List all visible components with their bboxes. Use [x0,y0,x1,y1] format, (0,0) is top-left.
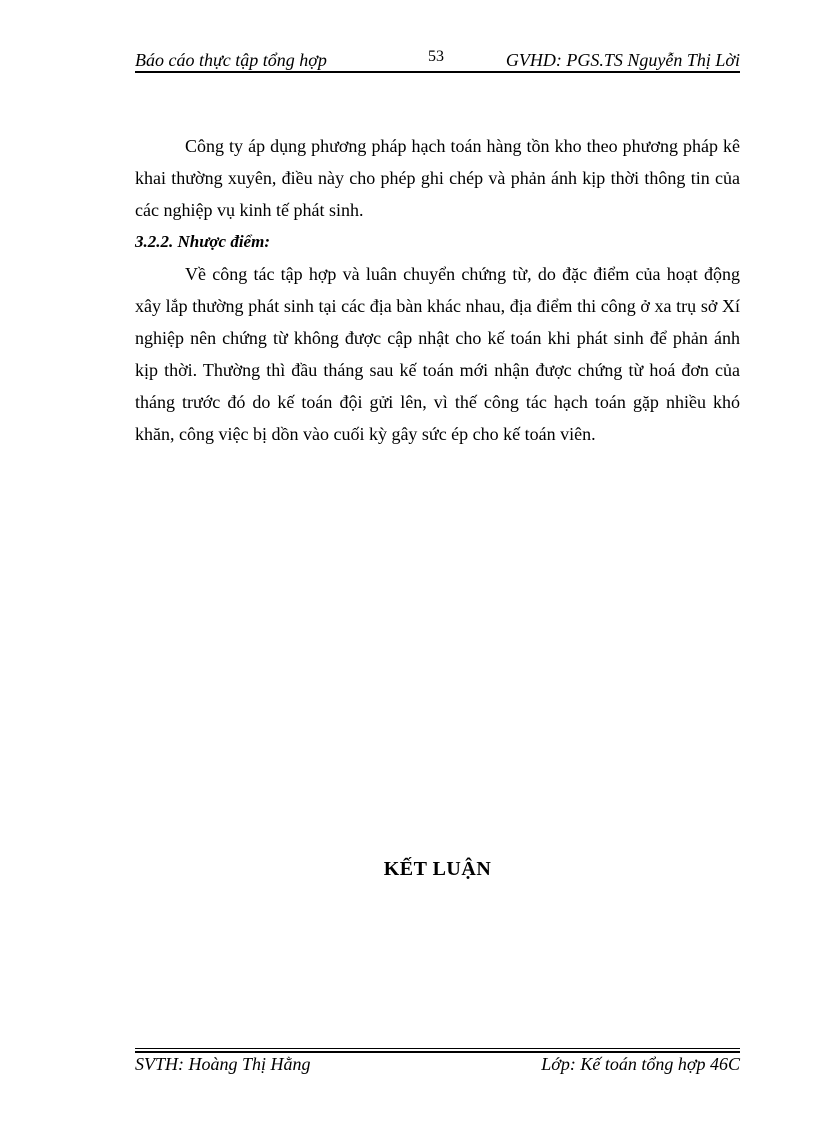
conclusion-title: KẾT LUẬN [383,858,492,880]
footer-student: SVTH: Hoàng Thị Hằng [135,1054,311,1074]
footer-divider-thick [135,1051,740,1053]
header-divider [135,71,740,73]
header-report-title: Báo cáo thực tập tổng hợp [135,50,327,70]
paragraph-inventory-method: Công ty áp dụng phương pháp hạch toán hàng tồn kho theo phương pháp kê khai thường xuyên, điều này cho phép ghi chép và phản ánh kịp thời thông tin của các nghiệp vụ kinh tế phát sinh. [135,136,740,220]
header-supervisor: GVHD: PGS.TS Nguyễn Thị Lời [505,50,740,70]
page-header [135,46,740,74]
section-heading-weaknesses: 3.2.2. Nhược điểm: [135,232,270,251]
page-number: 53 [428,48,444,65]
page-footer [135,1054,740,1078]
paragraph-weaknesses: Về công tác tập hợp và luân chuyển chứng từ, do đặc điểm của hoạt động xây lắp thường phát sinh tại các địa bàn khác nhau, địa điểm thi công ở xa trụ sở Xí nghiệp nên chứng từ không được cập nhật cho kế toán khi phát sinh để phản ánh kịp thời. Thường thì đầu tháng sau kế toán mới nhận được chứng từ hoá đơn của tháng trước đó do kế toán đội gửi lên, vì thế công tác hạch toán gặp nhiều khó khăn, công việc bị dồn vào cuối kỳ gây sức ép cho kế toán viên. [135,264,740,444]
document-body [135,130,740,450]
footer-class: Lớp: Kế toán tổng hợp 46C [541,1054,740,1074]
footer-divider-thin [135,1048,740,1049]
